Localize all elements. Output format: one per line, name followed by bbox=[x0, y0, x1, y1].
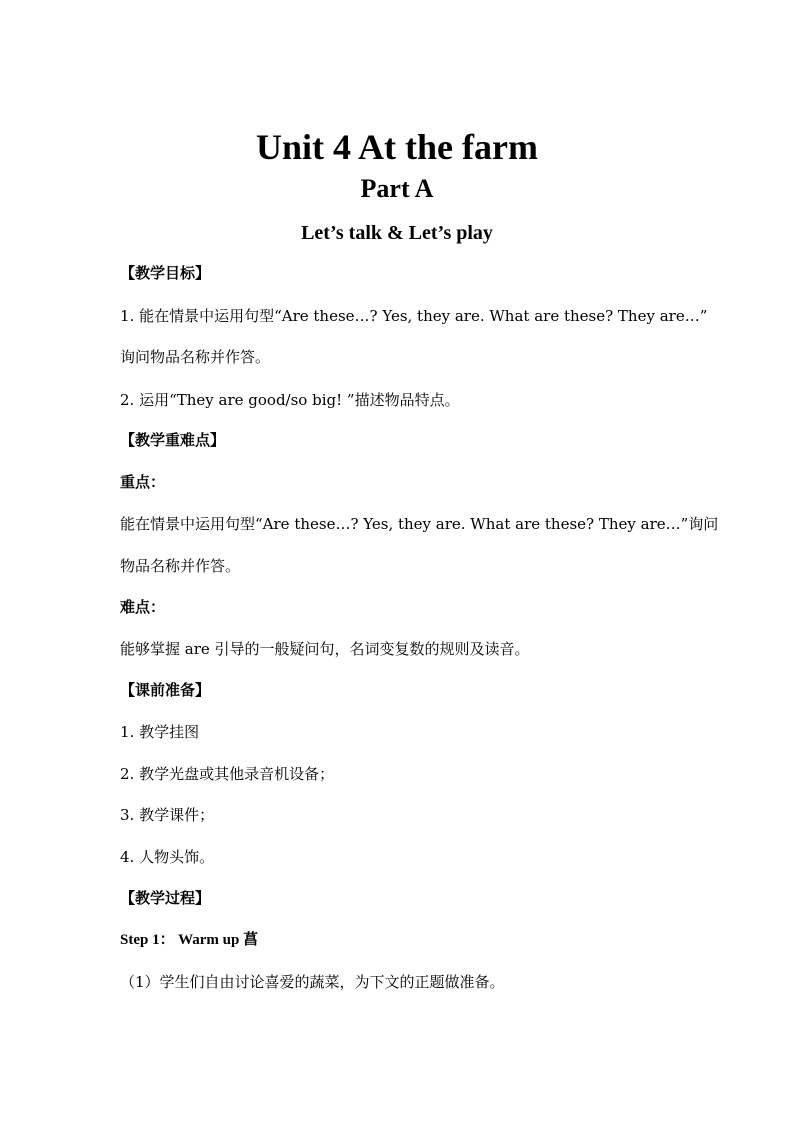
preparation-item: 1. 教学挂图 bbox=[120, 723, 200, 741]
preparation-item: 3. 教学课件； bbox=[120, 806, 215, 824]
lesson-subtitle: Let’s talk & Let’s play bbox=[301, 222, 493, 244]
step-1-item-1: （1）学生们自由讨论喜爱的蔬菜，为下文的正题做准备。 bbox=[120, 973, 505, 991]
step-1-heading: Step 1： Warm up 菖 bbox=[120, 932, 259, 948]
preparation-heading: 【课前准备】 bbox=[120, 681, 211, 699]
objective-1-line-2: 询问物品名称并作答。 bbox=[120, 348, 271, 366]
difficulty-text: 能够掌握 are 引导的一般疑问句，名词变复数的规则及读音。 bbox=[120, 640, 530, 658]
preparation-item: 4. 人物头饰。 bbox=[120, 848, 215, 866]
focus-text-line-1: 能在情景中运用句型“Are these…? Yes, they are. What are these? They are…”询问 bbox=[120, 515, 719, 533]
focus-label: 重点： bbox=[120, 473, 166, 491]
process-heading: 【教学过程】 bbox=[120, 889, 211, 907]
preparation-item: 2. 教学光盘或其他录音机设备； bbox=[120, 765, 335, 783]
objective-1-line-1: 1. 能在情景中运用句型“Are these…? Yes, they are. What are these? They are…” bbox=[120, 307, 708, 325]
part-title: Part A bbox=[360, 174, 434, 203]
objective-2: 2. 运用“They are good/so big! ”描述物品特点。 bbox=[120, 391, 460, 409]
focus-text-line-2: 物品名称并作答。 bbox=[120, 557, 241, 575]
objectives-heading: 【教学目标】 bbox=[120, 264, 211, 282]
key-points-heading: 【教学重难点】 bbox=[120, 431, 226, 449]
unit-title: Unit 4 At the farm bbox=[256, 127, 538, 167]
difficulty-label: 难点： bbox=[120, 598, 166, 616]
